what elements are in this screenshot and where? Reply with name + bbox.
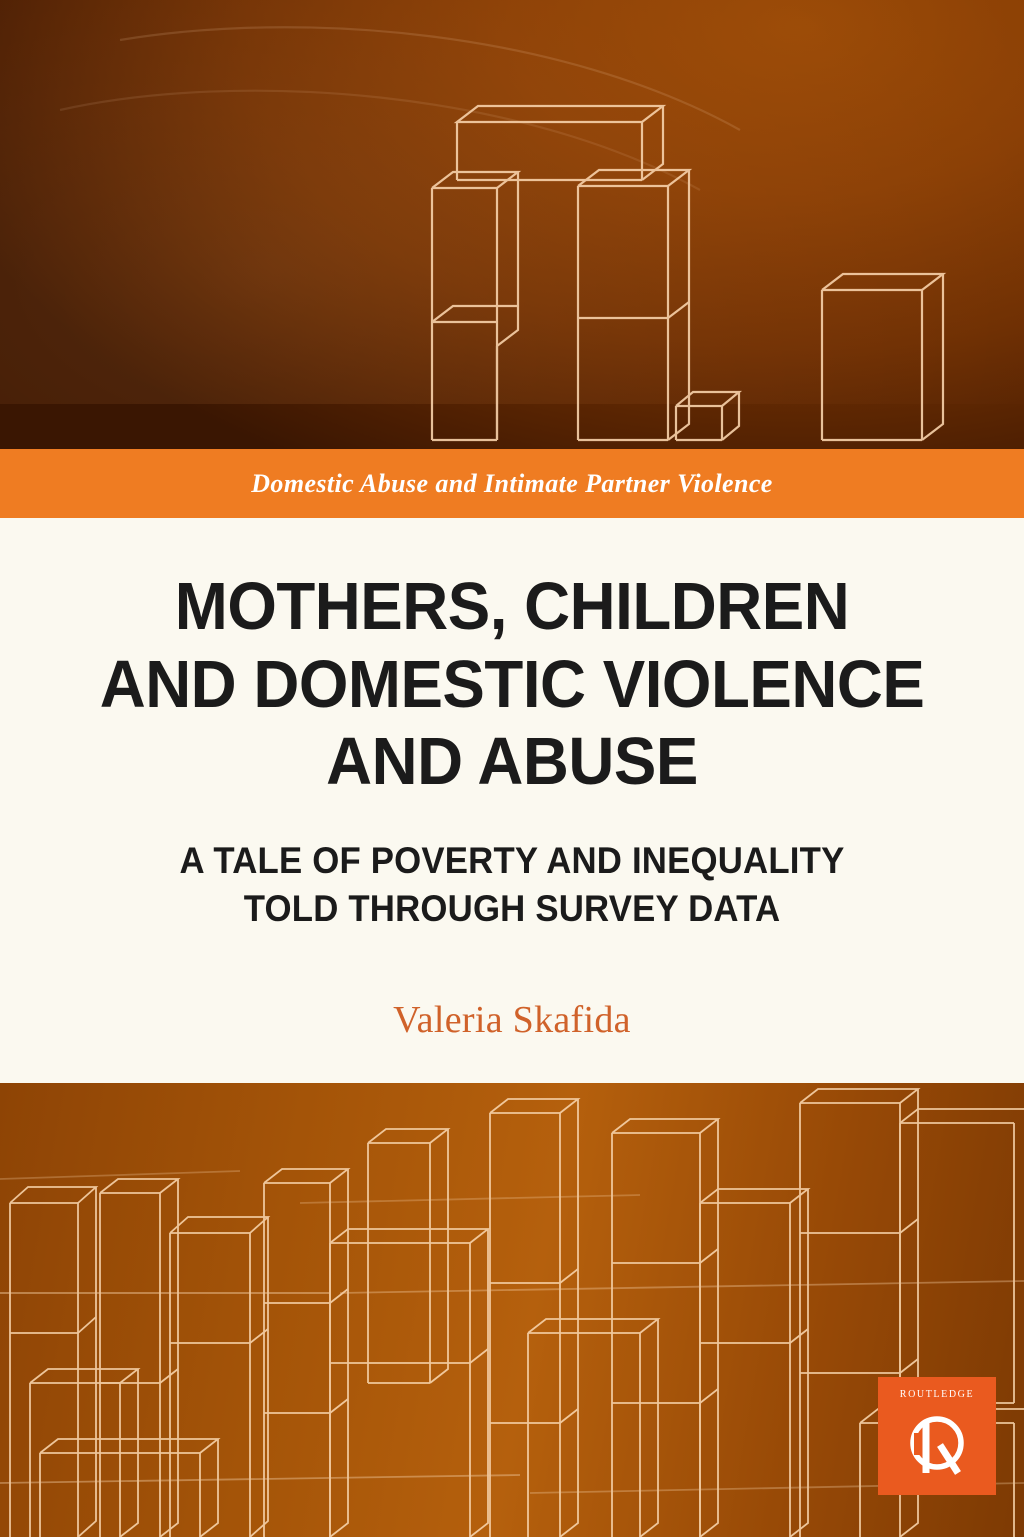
- series-title: Domestic Abuse and Intimate Partner Violence: [251, 468, 773, 498]
- title-line-1: MOTHERS, CHILDREN: [174, 569, 850, 644]
- bottom-artwork: [0, 1083, 1024, 1537]
- subtitle-line-1: A TALE OF POVERTY AND INEQUALITY: [179, 840, 845, 882]
- routledge-logo-icon: [878, 1377, 996, 1495]
- svg-text:ROUTLEDGE: ROUTLEDGE: [899, 1389, 975, 1400]
- page-title: [26, 568, 999, 801]
- wireframe-city-skyline-icon: [0, 0, 1024, 449]
- routledge-logo: [878, 1377, 996, 1495]
- series-band: [0, 449, 1024, 518]
- wireframe-city-dense-icon: [0, 1083, 1024, 1537]
- title-panel: [0, 518, 1024, 1083]
- subtitle-line-2: TOLD THROUGH SURVEY DATA: [243, 887, 781, 929]
- top-artwork: [0, 0, 1024, 449]
- title-line-3: AND ABUSE: [326, 724, 698, 800]
- page-subtitle: [31, 837, 994, 932]
- author-name: Valeria Skafida: [393, 998, 631, 1041]
- title-line-2: AND DOMESTIC VIOLENCE: [99, 646, 925, 722]
